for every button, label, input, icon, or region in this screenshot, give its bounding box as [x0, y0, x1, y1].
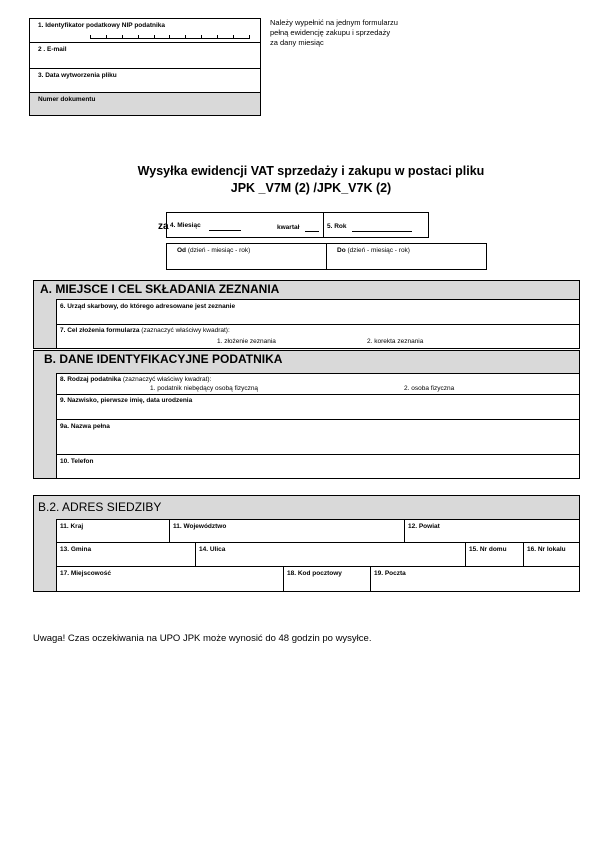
to-label: Do	[337, 247, 346, 254]
taxpayer-type-hint: (zaznaczyć właściwy kwadrat):	[122, 376, 212, 383]
nip-label: 1. Identyfikator podatkowy NIP podatnika	[38, 22, 166, 29]
from-hint: (dzień - miesiąc - rok)	[187, 247, 251, 254]
purpose-hint: (zaznaczyć właściwy kwadrat):	[141, 327, 230, 334]
month-input-line	[209, 227, 241, 231]
year-field[interactable]	[324, 213, 428, 237]
taxpayer-type-label: 8. Rodzaj podatnika	[60, 376, 122, 383]
city-label: 17. Miejscowość	[60, 570, 111, 577]
document-number-label: Numer dokumentu	[38, 96, 96, 103]
house-number-label: 15. Nr domu	[469, 546, 507, 553]
to-hint: (dzień - miesiąc - rok)	[347, 247, 410, 254]
post-office-field[interactable]	[370, 567, 579, 591]
purpose-label: 7. Cel złożenia formularza	[60, 327, 140, 334]
email-field[interactable]	[30, 43, 260, 69]
phone-field[interactable]	[56, 455, 579, 478]
year-label: 5. Rok	[327, 223, 347, 230]
postal-code-label: 18. Kod pocztowy	[287, 570, 342, 577]
month-label: 4. Miesiąc	[170, 222, 201, 229]
full-name-label: 9a. Nazwa pełna	[60, 423, 110, 430]
section-a	[33, 280, 580, 349]
commune-field[interactable]	[56, 543, 195, 567]
to-field[interactable]	[327, 244, 486, 269]
phone-label: 10. Telefon	[60, 458, 94, 465]
country-label: 11. Kraj	[60, 523, 84, 530]
page-title-line2: JPK _V7M (2) /JPK_V7K (2)	[230, 181, 392, 195]
tax-office-label: 6. Urząd skarbowy, do którego adresowane jest zeznanie	[60, 303, 236, 310]
section-a-margin	[34, 299, 56, 348]
voivodeship-field[interactable]	[169, 519, 404, 543]
creation-date-label: 3. Data wytworzenia pliku	[38, 72, 117, 79]
section-b2-heading: B.2. ADRES SIEDZIBY	[34, 496, 579, 519]
nip-field[interactable]	[30, 19, 260, 43]
top-note-line1: Należy wypełnić na jednym formularzu	[270, 18, 398, 27]
from-field[interactable]	[167, 244, 327, 269]
apartment-number-field[interactable]	[523, 543, 579, 567]
top-note-line2: pełną ewidencję zakupu i sprzedaży	[270, 28, 391, 37]
quarter-label: kwartał	[277, 224, 300, 231]
header-box	[29, 18, 261, 116]
purpose-option-2[interactable]: 2. korekta zeznania	[367, 338, 424, 345]
section-b2	[33, 495, 580, 592]
section-b-margin	[34, 373, 56, 478]
postal-code-field[interactable]	[283, 567, 370, 591]
from-label: Od	[177, 247, 187, 254]
za-label: za	[158, 221, 169, 232]
top-note	[270, 18, 398, 48]
city-field[interactable]	[56, 567, 283, 591]
house-number-field[interactable]	[465, 543, 523, 567]
voivodeship-label: 11. Województwo	[173, 523, 227, 530]
tax-office-field[interactable]	[56, 299, 579, 325]
section-b-heading: B. DANE IDENTYFIKACYJNE PODATNIKA	[34, 351, 579, 373]
date-range-box	[166, 243, 487, 270]
street-field[interactable]	[195, 543, 465, 567]
month-field[interactable]	[167, 213, 324, 237]
name-field[interactable]	[56, 395, 579, 420]
document-number-field	[30, 93, 260, 115]
taxpayer-type-option-2[interactable]: 2. osoba fizyczna	[404, 385, 455, 392]
period-box	[166, 212, 429, 238]
section-b	[33, 350, 580, 479]
district-field[interactable]	[404, 519, 579, 543]
apartment-number-label: 16. Nr lokalu	[527, 546, 566, 553]
year-input-line	[352, 228, 412, 232]
district-label: 12. Powiat	[408, 523, 440, 530]
commune-label: 13. Gmina	[60, 546, 92, 553]
name-label: 9. Nazwisko, pierwsze imię, data urodzenia	[60, 397, 193, 404]
taxpayer-type-option-1[interactable]: 1. podatnik niebędący osobą fizyczną	[150, 385, 259, 392]
taxpayer-type-field	[56, 373, 579, 395]
purpose-option-1[interactable]: 1. złożenie zeznania	[217, 338, 276, 345]
street-label: 14. Ulica	[199, 546, 226, 553]
section-b2-margin	[34, 519, 56, 591]
page-title	[0, 163, 600, 197]
country-field[interactable]	[56, 519, 169, 543]
quarter-input-line	[305, 228, 319, 232]
post-office-label: 19. Poczta	[374, 570, 406, 577]
email-label: 2 . E-mail	[38, 46, 67, 53]
nip-input-ticks	[90, 35, 250, 39]
creation-date-field[interactable]	[30, 69, 260, 93]
upo-warning: Uwaga! Czas oczekiwania na UPO JPK może wynosić do 48 godzin po wysyłce.	[33, 633, 372, 644]
full-name-field[interactable]	[56, 420, 579, 455]
page-title-line1: Wysyłka ewidencji VAT sprzedaży i zakupu w postaci pliku	[137, 164, 485, 178]
section-a-heading: A. MIEJSCE I CEL SKŁADANIA ZEZNANIA	[34, 281, 579, 299]
purpose-field	[56, 325, 579, 348]
top-note-line3: za dany miesiąc	[270, 38, 324, 47]
